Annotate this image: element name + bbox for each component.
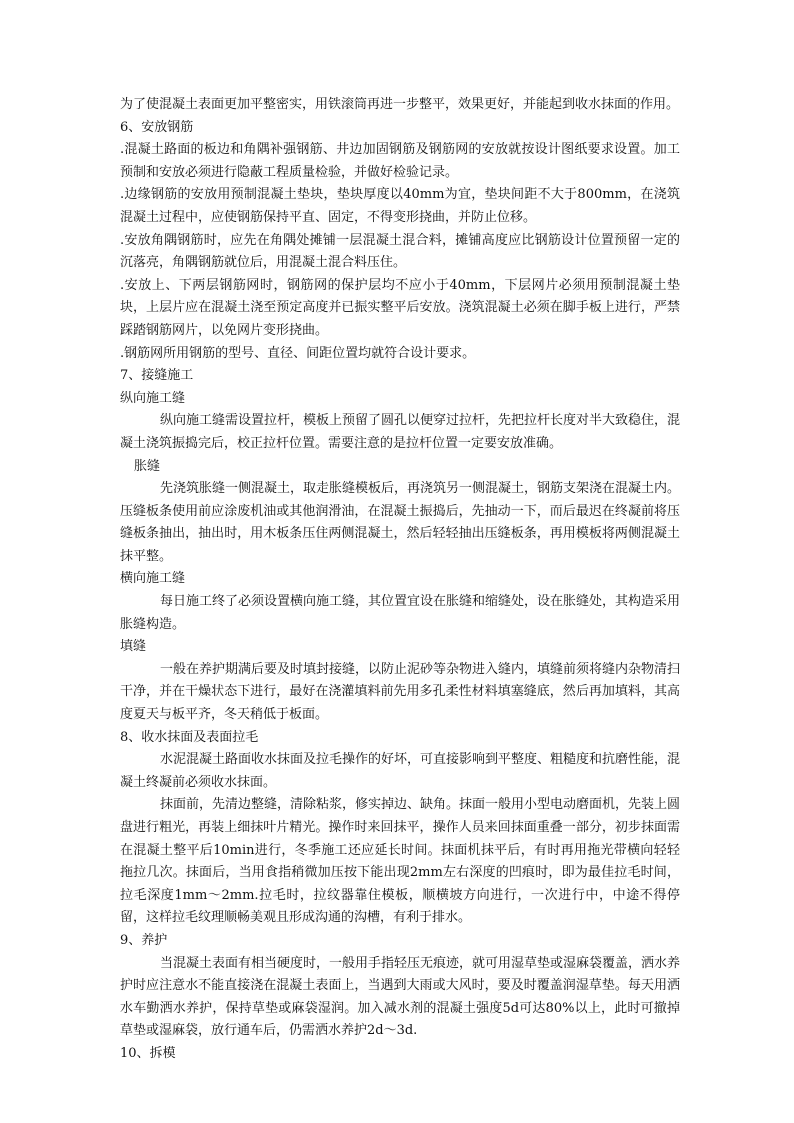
subsection-heading: 纵向施工缝 — [120, 390, 186, 406]
section-heading: 10、拆模 — [120, 1045, 176, 1061]
section-heading: 8、收水抹面及表面拉毛 — [120, 729, 259, 745]
document-body — [120, 94, 680, 1066]
subsection-heading: 横向施工缝 — [120, 571, 186, 587]
subsection-heading: 胀缝 — [134, 458, 161, 474]
paragraph: .安放上、下两层钢筋网时，钢筋网的保护层均不应小于40mm，下层网片必须用预制混凝土垫块，上层片应在混凝土浇至预定高度并已振实整平后安放。浇筑混凝土必须在脚手板上进行，严禁踩踏钢筋网片，以免网片变形挠曲。 — [120, 277, 680, 338]
paragraph: 水泥混凝土路面收水抹面及拉毛操作的好坏，可直接影响到平整度、粗糙度和抗磨性能，混凝土终凝前必须收水抹面。 — [120, 752, 681, 790]
paragraph: .安放角隅钢筋时，应先在角隅处摊铺一层混凝土混合料，摊铺高度应比钢筋设计位置预留一定的沉落亮，角隅钢筋就位后，用混凝土混合料压住。 — [120, 232, 680, 271]
paragraph: 先浇筑胀缝一侧混凝土，取走胀缝模板后，再浇筑另一侧混凝土，钢筋支架浇在混凝土内。压缝板条使用前应涂废机油或其他润滑油，在混凝土振捣后，先抽动一下，而后最迟在终凝前将压缝板条抽出，抽出时，用木板条压住两侧混凝土，然后轻轻抽出压缝板条，再用模板将两侧混凝土抹平整。 — [120, 481, 681, 564]
paragraph: 抹面前，先清边整缝，清除粘浆，修实掉边、缺角。抹面一般用小型电动磨面机，先装上圆盘进行粗光，再装上细抹叶片精光。操作时来回抹平，操作人员来回抹面重叠一部分，初步抹面需在混凝土整平后10min进行，冬季施工还应延长时间。抹面机抹平后，有时再用拖光带横向轻轻拖拉几次。抹面后，当用食指稍微加压按下能出现2mm左右深度的凹痕时，即为最佳拉毛时间，拉毛深度1mm～2mm.拉毛时，拉纹器靠住模板，顺横坡方向进行，一次进行中，中途不得停留，这样拉毛纹理顺畅美观且形成沟通的沟槽，有利于排水。 — [120, 797, 681, 926]
paragraph: .边缘钢筋的安放用预制混凝土垫块，垫块厚度以40mm为宜，垫块间距不大于800mm，在浇筑混凝土过程中，应使钢筋保持平直、固定，不得变形挠曲，并防止位移。 — [120, 187, 680, 225]
section-heading: 7、接缝施工 — [120, 368, 194, 384]
paragraph: .钢筋网所用钢筋的型号、直径、间距位置均就符合设计要求。 — [120, 345, 476, 361]
paragraph: 每日施工终了必须设置横向施工缝，其位置宜设在胀缝和缩缝处，设在胀缝处，其构造采用胀缝构造。 — [120, 594, 681, 632]
paragraph: 纵向施工缝需设置拉杆，模板上预留了圆孔以便穿过拉杆，先把拉杆长度对半大致稳住，混凝土浇筑振捣完后，校正拉杆位置。需要注意的是拉杆位置一定要安放准确。 — [120, 413, 681, 451]
subsection-heading: 填缝 — [120, 639, 147, 655]
paragraph: .混凝土路面的板边和角隅补强钢筋、井边加固钢筋及钢筋网的安放就按设计图纸要求设置。加工预制和安放必须进行隐蔽工程质量检验，并做好检验记录。 — [120, 142, 680, 180]
section-heading: 6、安放钢筋 — [120, 119, 194, 135]
section-heading: 9、养护 — [120, 932, 168, 948]
paragraph: 为了使混凝土表面更加平整密实，用铁滚筒再进一步整平，效果更好，并能起到收水抹面的作用。 — [120, 97, 680, 112]
paragraph: 当混凝土表面有相当硬度时，一般用手指轻压无痕迹，就可用湿草垫或湿麻袋覆盖，洒水养护时应注意水不能直接浇在混凝土表面上，当遇到大雨或大风时，要及时覆盖润湿草垫。每天用洒水车勤洒水养护，保持草垫或麻袋湿润。加入减水剂的混凝土强度5d可达80%以上，此时可撤掉草垫或湿麻袋，放行通车后，仍需洒水养护2d～3d. — [120, 955, 681, 1039]
paragraph: 一般在养护期满后要及时填封接缝，以防止泥砂等杂物进入缝内，填缝前须将缝内杂物清扫干净，并在干燥状态下进行，最好在浇灌填料前先用多孔柔性材料填塞缝底，然后再加填料，其高度夏天与板平齐，冬天稍低于板面。 — [120, 661, 681, 723]
